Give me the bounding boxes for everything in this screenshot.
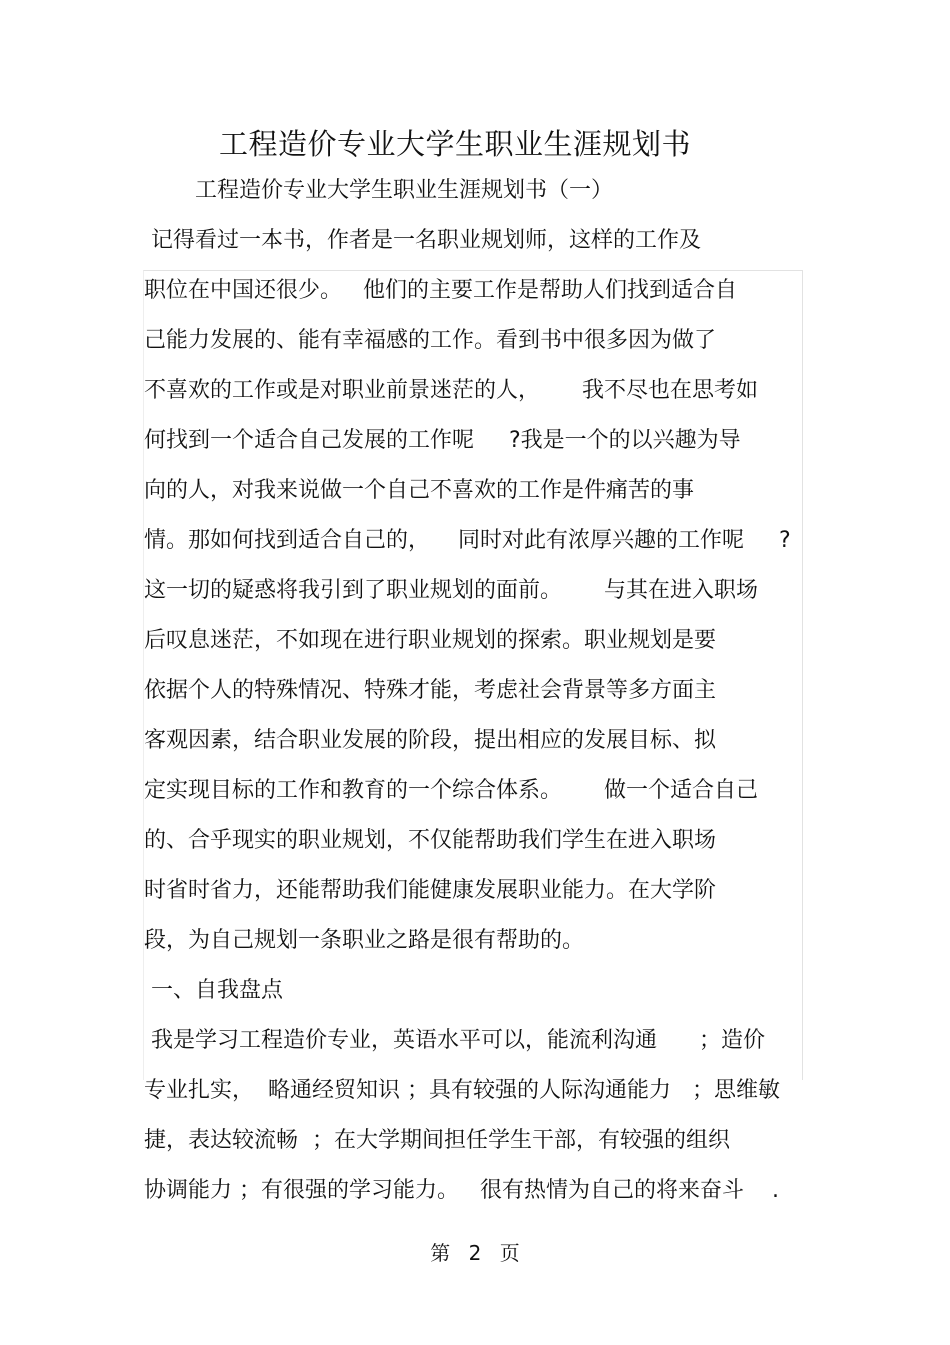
body-line: 时省时省力，还能帮助我们能健康发展职业能力。在大学阶	[144, 878, 717, 903]
document-title: 工程造价专业大学生职业生涯规划书	[218, 127, 691, 161]
page-suffix: 页	[499, 1241, 520, 1265]
body-line: 段，为自己规划一条职业之路是很有帮助的。	[144, 928, 585, 953]
body-line: 专业扎实， 略通经贸知识 ；具有较强的人际沟通能力 ；思维敏	[144, 1078, 780, 1103]
body-line: 何找到一个适合自己发展的工作呢 ?我是一个的以兴趣为导	[144, 428, 741, 453]
body-line: 后叹息迷茫，不如现在进行职业规划的探索。职业规划是要	[144, 628, 717, 653]
page-prefix: 第	[430, 1241, 451, 1265]
body-line: 己能力发展的、能有幸福感的工作。看到书中很多因为做了	[144, 328, 717, 353]
document-subtitle: 工程造价专业大学生职业生涯规划书（一）	[195, 178, 614, 203]
body-line: 职位在中国还很少。 他们的主要工作是帮助人们找到适合自	[144, 278, 737, 303]
body-line: 情。那如何找到适合自己的， 同时对此有浓厚兴趣的工作呢 ?	[144, 528, 791, 553]
page-number: 2	[468, 1241, 482, 1265]
body-line: 记得看过一本书，作者是一名职业规划师，这样的工作及	[144, 228, 701, 253]
page-footer	[0, 1238, 950, 1268]
body-line: 向的人，对我来说做一个自己不喜欢的工作是件痛苦的事	[144, 478, 695, 503]
body-line: 捷，表达较流畅 ；在大学期间担任学生干部，有较强的组织	[144, 1128, 730, 1153]
body-line: 不喜欢的工作或是对职业前景迷茫的人， 我不尽也在思考如	[144, 378, 758, 403]
section-heading: 一、自我盘点	[144, 978, 283, 1003]
body-line: 客观因素，结合职业发展的阶段，提出相应的发展目标、拟	[144, 728, 717, 753]
body-line: 的、合乎现实的职业规划，不仅能帮助我们学生在进入职场	[144, 828, 717, 853]
body-line: 这一切的疑惑将我引到了职业规划的面前。 与其在进入职场	[144, 578, 758, 603]
body-line: 定实现目标的工作和教育的一个综合体系。 做一个适合自己	[144, 778, 758, 803]
body-line: 协调能力 ；有很强的学习能力。 很有热情为自己的将来奋斗 .	[144, 1178, 779, 1203]
body-line: 依据个人的特殊情况、特殊才能，考虑社会背景等多方面主	[144, 678, 717, 703]
body-line: 我是学习工程造价专业，英语水平可以，能流利沟通 ；造价	[144, 1028, 765, 1053]
